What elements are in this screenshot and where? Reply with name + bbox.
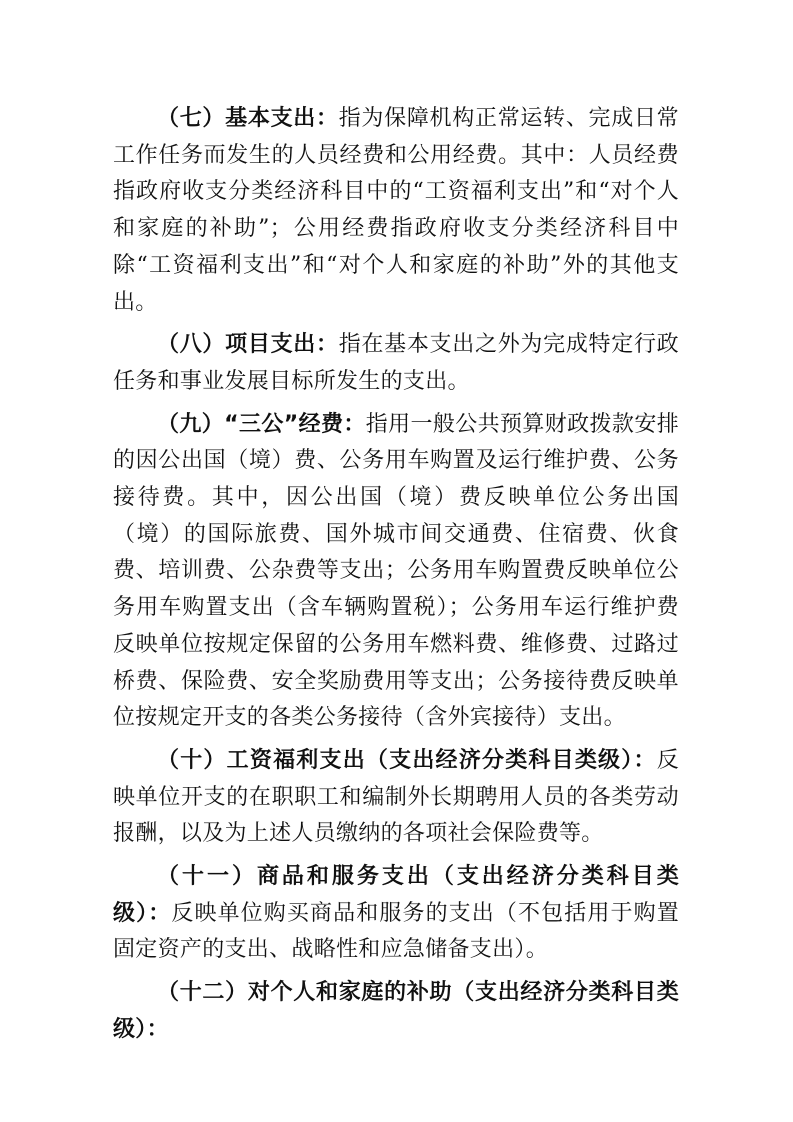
term-wage-welfare: （十）工资福利支出（支出经济分类科目类级）：	[157, 747, 657, 773]
paragraph-three-public-expenses	[113, 407, 679, 737]
document-body	[113, 101, 679, 1049]
definition-project-expenditure: 指在基本支出之外为完成特定行政任务和事业发展目标所发生的支出。	[113, 332, 679, 394]
definition-three-public-expenses: 指用一般公共预算财政拨款安排的因公出国（境）费、公务用车购置及运行维护费、公务接待费。其中，因公出国（境）费反映单位公务出国（境）的国际旅费、国外城市间交通费、住宿费、伙食费、培训费、公杂费等支出；公务用车购置费反映单位公务用车购置支出（含车辆购置税）；公务用车运行维护费反映单位按规定保留的公务用车燃料费、维修费、过路过桥费、保险费、安全奖励费用等支出；公务接待费反映单位按规定开支的各类公务接待（含外宾接待）支出。	[113, 411, 679, 731]
term-project-expenditure: （八）项目支出：	[157, 332, 339, 358]
definition-wage-welfare: 反映单位开支的在职职工和编制外长期聘用人员的各类劳动报酬，以及为上述人员缴纳的各项社会保险费等。	[113, 747, 679, 847]
paragraph-household-subsidy	[113, 975, 679, 1048]
term-basic-expenditure: （七）基本支出：	[157, 106, 339, 131]
paragraph-project-expenditure	[113, 327, 679, 400]
paragraph-wage-welfare	[113, 743, 679, 853]
definition-goods-services: 反映单位购买商品和服务的支出（不包括用于购置固定资产的支出、战略性和应急储备支出）。	[113, 900, 679, 963]
term-goods-services: （十一）商品和服务支出（支出经济分类科目类级）：	[113, 864, 679, 926]
paragraph-goods-services	[113, 859, 679, 969]
term-household-subsidy: （十二）对个人和家庭的补助（支出经济分类科目类级）：	[113, 980, 679, 1042]
definition-basic-expenditure: 指为保障机构正常运转、完成日常工作任务而发生的人员经费和公用经费。其中：人员经费指政府收支分类经济科目中的“工资福利支出”和“对个人和家庭的补助”；公用经费指政府收支分类经济科目中除“工资福利支出”和“对个人和家庭的补助”外的其他支出。	[113, 106, 679, 315]
paragraph-basic-expenditure	[113, 101, 679, 321]
term-three-public-expenses: （九）“三公”经费：	[157, 411, 366, 437]
